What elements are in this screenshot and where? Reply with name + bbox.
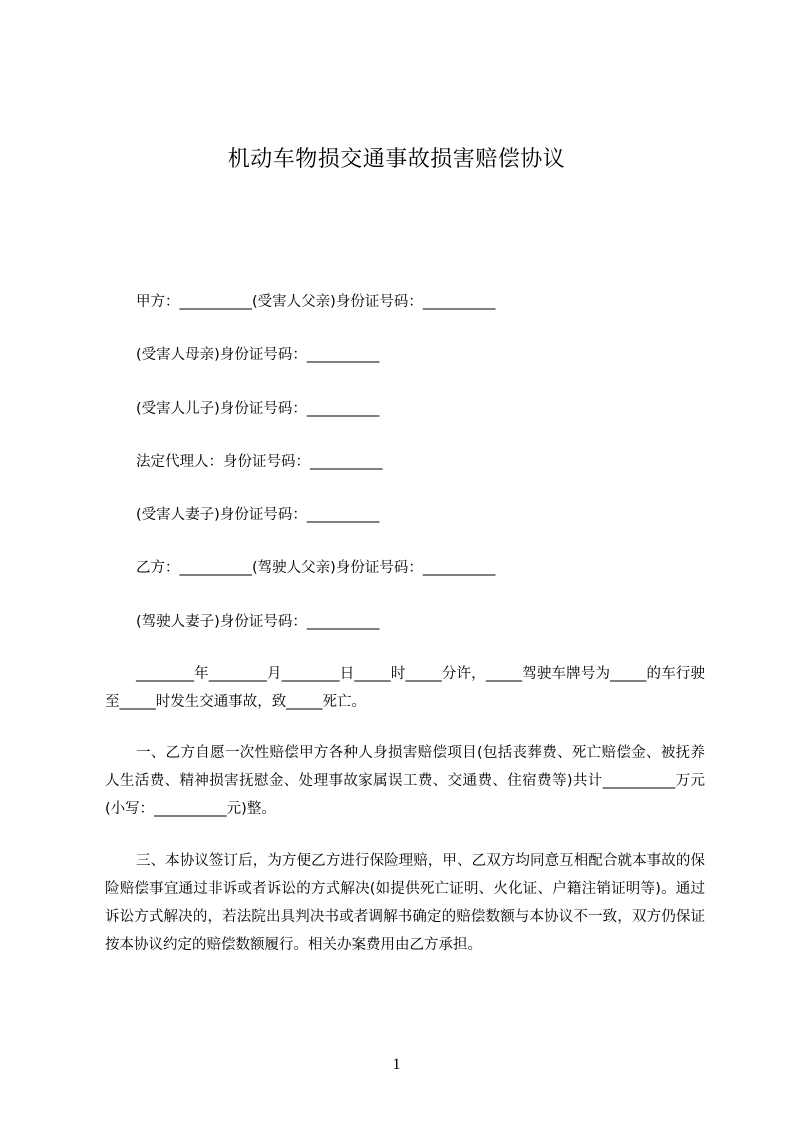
victim-wife-line: (受害人妻子)身份证号码：__________	[136, 507, 380, 523]
document-title: 机动车物损交通事故损害赔偿协议	[227, 147, 566, 172]
accident-paragraph: ________年________月________日_____时_____分许，_____驾驶车牌号为_____的车行驶至_____时发生交通事故，致_____死亡。	[105, 666, 705, 710]
driver-wife-line: (驾驶人妻子)身份证号码：__________	[136, 614, 380, 630]
clause-three-paragraph: 三、本协议签订后，为方便乙方进行保险理赔，甲、乙双方均同意互相配合就本事故的保险赔偿事宜通过非诉或者诉讼的方式解决(如提供死亡证明、火化证、户籍注销证明等)。通过诉讼方式解决的，若法院出具判决书或者调解书确定的赔偿数额与本协议不一致，双方仍保证按本协议约定的赔偿数额履行。相关办案费用由乙方承担。	[105, 853, 705, 953]
victim-mother-line: (受害人母亲)身份证号码：__________	[136, 347, 380, 363]
legal-representative-line: 法定代理人：身份证号码：__________	[136, 454, 383, 470]
page-number: 1	[392, 1056, 401, 1073]
victim-son-line: (受害人儿子)身份证号码：__________	[136, 401, 380, 417]
clause-one-paragraph: 一、乙方自愿一次性赔偿甲方各种人身损害赔偿项目(包括丧葬费、死亡赔偿金、被抚养人生活费、精神损害抚慰金、处理事故家属误工费、交通费、住宿费等)共计__________万元(小写：__________元)整。	[105, 745, 705, 817]
party-a-line: 甲方：__________(受害人父亲)身份证号码：__________	[136, 294, 496, 310]
party-b-line: 乙方：__________(驾驶人父亲)身份证号码：__________	[136, 560, 496, 576]
